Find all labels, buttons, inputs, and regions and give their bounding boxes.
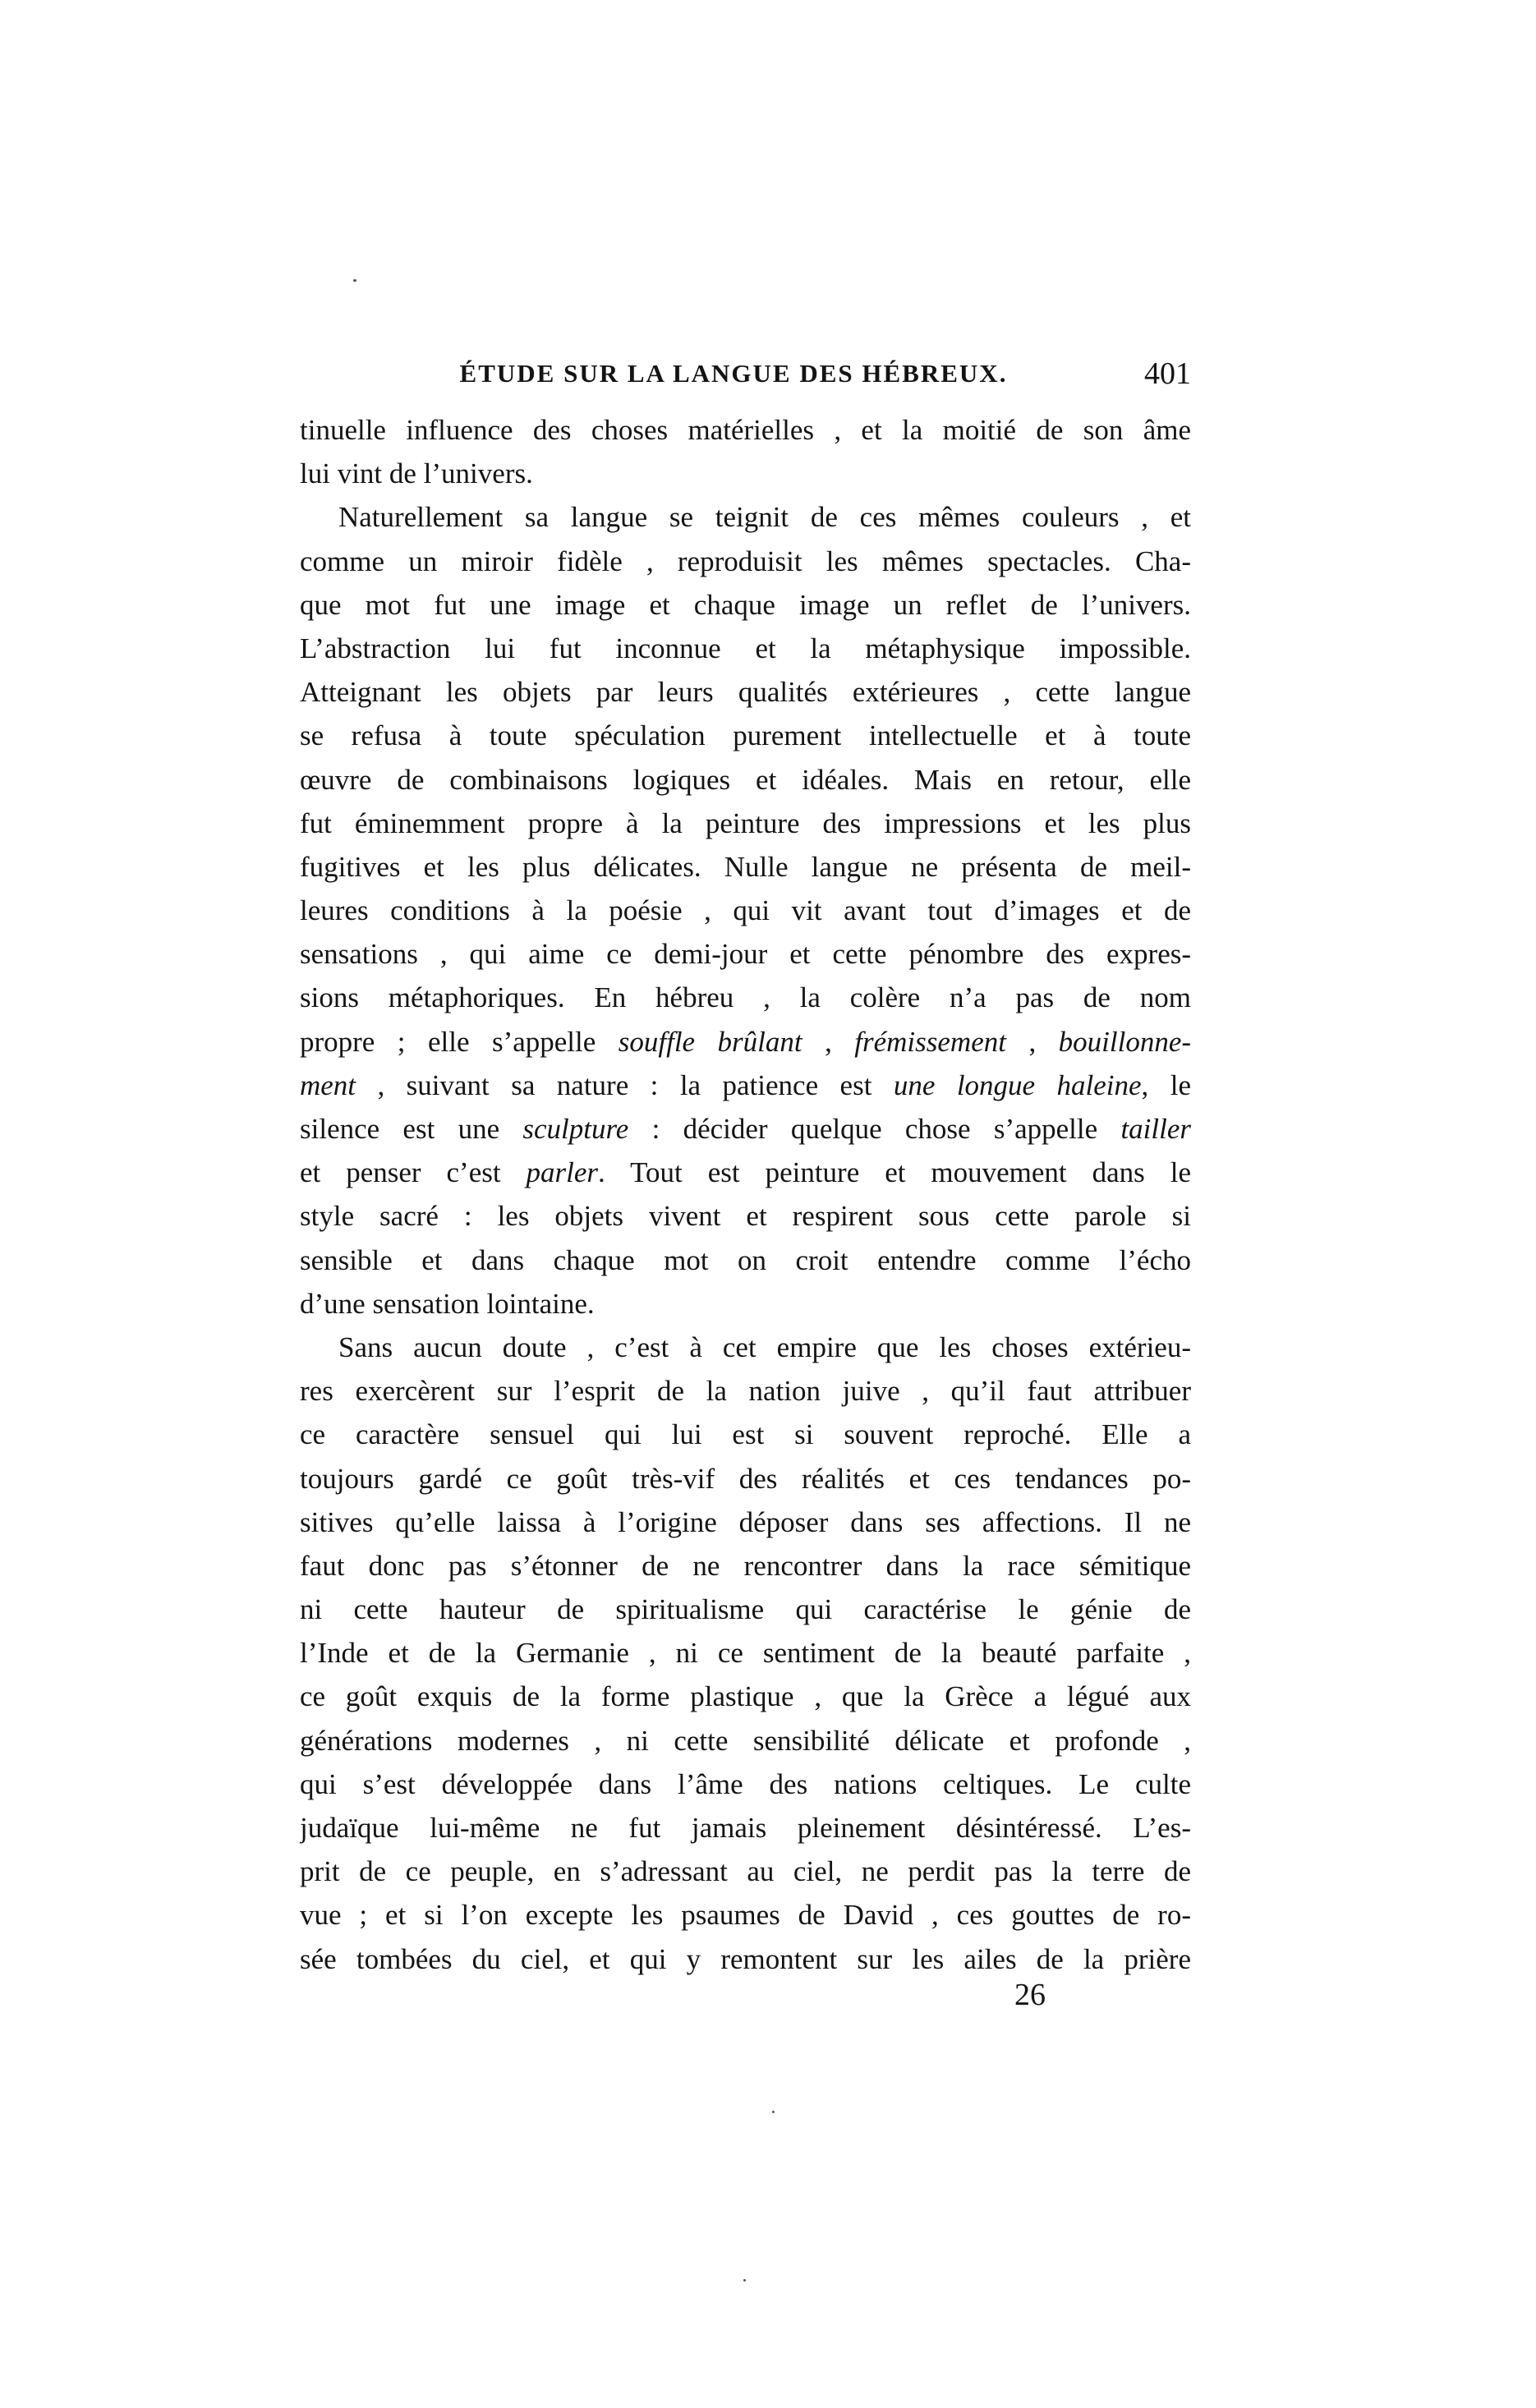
text-run: ce goût exquis de la forme plastique , que la Grèce a légué aux xyxy=(300,1680,1191,1713)
text-line xyxy=(300,889,1191,932)
text-run: lui vint de l’univers. xyxy=(300,457,533,490)
text-run: sitives qu’elle laissa à l’origine déposer dans ses affections. Il ne xyxy=(300,1505,1191,1538)
text-run: , xyxy=(1005,1025,1059,1058)
text-line xyxy=(300,1064,1191,1107)
text-line xyxy=(300,1326,1191,1369)
italic-phrase: souffle brûlant xyxy=(618,1025,802,1058)
text-run: fugitives et les plus délicates. Nulle langue ne présenta de meil- xyxy=(300,850,1191,883)
text-line xyxy=(300,1020,1191,1064)
text-run: qui s’est développée dans l’âme des nations celtiques. Le culte xyxy=(300,1767,1191,1800)
italic-phrase: une longue haleine xyxy=(893,1068,1142,1101)
text-line xyxy=(300,670,1191,714)
text-run: propre ; elle s’appelle xyxy=(300,1025,619,1058)
text-run: générations modernes , ni cette sensibilité délicate et profonde , xyxy=(300,1724,1191,1757)
italic-phrase: sculpture xyxy=(522,1113,629,1145)
running-title: ÉTUDE SUR LA LANGUE DES HÉBREUX. xyxy=(459,359,1008,388)
text-line xyxy=(300,540,1191,583)
text-line xyxy=(300,1413,1191,1456)
text-run: leures conditions à la poésie , qui vit avant tout d’images et de xyxy=(300,894,1191,927)
italic-phrase: tailler xyxy=(1120,1113,1191,1145)
text-run: , xyxy=(802,1025,855,1058)
text-run: silence est une xyxy=(300,1113,523,1145)
text-line xyxy=(300,627,1191,670)
text-line xyxy=(300,1719,1191,1762)
text-line xyxy=(300,1675,1191,1718)
text-line xyxy=(300,845,1191,889)
text-run: prit de ce peuple, en s’adressant au ciel, ne perdit pas la terre de xyxy=(300,1855,1191,1888)
text-line xyxy=(300,1282,1191,1326)
text-line xyxy=(300,1107,1191,1151)
text-line xyxy=(300,714,1191,757)
text-run: . Tout est peinture et mouvement dans le xyxy=(598,1156,1191,1189)
text-run: l’Inde et de la Germanie , ni ce sentiment de la beauté parfaite , xyxy=(300,1637,1191,1670)
text-run: tinuelle influence des choses matérielles , et la moitié de son âme xyxy=(300,414,1191,446)
text-run: d’une sensation lointaine. xyxy=(300,1287,595,1320)
text-line xyxy=(300,758,1191,802)
text-run: sée tombées du ciel, et qui y remontent sur les ailes de la prière xyxy=(300,1942,1191,1975)
text-run: Atteignant les objets par leurs qualités extérieures , cette langue xyxy=(300,676,1191,709)
italic-phrase: frémissement xyxy=(854,1025,1006,1058)
text-line xyxy=(300,1762,1191,1806)
italic-phrase: parler xyxy=(526,1156,599,1189)
text-line xyxy=(300,802,1191,845)
text-run: res exercèrent sur l’esprit de la nation juive , qu’il faut attribuer xyxy=(300,1375,1191,1408)
scan-speck xyxy=(353,279,356,282)
text-run: ni cette hauteur de spiritualisme qui caractérise le génie de xyxy=(300,1593,1191,1626)
italic-phrase: bouillonne- xyxy=(1058,1025,1191,1058)
text-run: œuvre de combinaisons logiques et idéales. Mais en retour, elle xyxy=(300,763,1191,796)
text-line xyxy=(300,1544,1191,1588)
text-line xyxy=(300,976,1191,1019)
signature-mark: 26 xyxy=(1014,1978,1046,2012)
text-line xyxy=(300,1806,1191,1850)
text-run: sensations , qui aime ce demi-jour et cette pénombre des expres- xyxy=(300,938,1191,971)
text-run: ce caractère sensuel qui lui est si souvent reproché. Elle a xyxy=(300,1418,1191,1451)
text-line xyxy=(300,1500,1191,1544)
text-line xyxy=(300,408,1191,452)
page-number: 401 xyxy=(1144,356,1191,391)
text-line xyxy=(300,1151,1191,1194)
text-run: Naturellement sa langue se teignit de ces mêmes couleurs , et xyxy=(338,501,1191,534)
text-run: sions métaphoriques. En hébreu , la colère n’a pas de nom xyxy=(300,981,1191,1014)
running-header xyxy=(300,352,1191,396)
text-run: se refusa à toute spéculation purement intellectuelle et à toute xyxy=(300,719,1191,752)
text-line xyxy=(300,1588,1191,1631)
text-run: , suivant sa nature : la patience est xyxy=(356,1068,894,1101)
text-line xyxy=(300,932,1191,976)
text-run: L’abstraction lui fut inconnue et la métaphysique impossible. xyxy=(300,632,1191,664)
text-line xyxy=(300,1194,1191,1238)
text-run: judaïque lui-même ne fut jamais pleinement désintéressé. L’es- xyxy=(300,1812,1191,1844)
text-run: faut donc pas s’étonner de ne rencontrer dans la race sémitique xyxy=(300,1549,1191,1582)
text-run: comme un miroir fidèle , reproduisit les mêmes spectacles. Cha- xyxy=(300,545,1191,577)
text-run: toujours gardé ce goût très-vif des réalités et ces tendances po- xyxy=(300,1462,1191,1495)
scan-speck xyxy=(772,2111,775,2113)
text-run: : décider quelque chose s’appelle xyxy=(628,1113,1121,1145)
text-line xyxy=(300,583,1191,627)
text-run: fut éminemment propre à la peinture des impressions et les plus xyxy=(300,806,1191,839)
text-line xyxy=(300,1937,1191,1981)
text-run: style sacré : les objets vivent et respirent sous cette parole si xyxy=(300,1200,1191,1233)
text-line xyxy=(300,1238,1191,1282)
text-line xyxy=(300,1850,1191,1893)
text-run: que mot fut une image et chaque image un reflet de l’univers. xyxy=(300,588,1191,621)
text-line xyxy=(300,1457,1191,1500)
text-line xyxy=(300,495,1191,539)
text-run: sensible et dans chaque mot on croit entendre comme l’écho xyxy=(300,1243,1191,1276)
text-run: , le xyxy=(1141,1068,1191,1101)
text-run: et penser c’est xyxy=(300,1156,527,1189)
body-text xyxy=(300,408,1191,1981)
text-line xyxy=(300,1631,1191,1675)
text-line xyxy=(300,452,1191,495)
text-run: Sans aucun doute , c’est à cet empire que les choses extérieu- xyxy=(338,1330,1191,1363)
text-run: vue ; et si l’on excepte les psaumes de David , ces gouttes de ro- xyxy=(300,1899,1191,1932)
text-line xyxy=(300,1893,1191,1937)
text-line xyxy=(300,1369,1191,1413)
scan-speck xyxy=(743,2279,746,2282)
italic-phrase: ment xyxy=(300,1068,356,1101)
